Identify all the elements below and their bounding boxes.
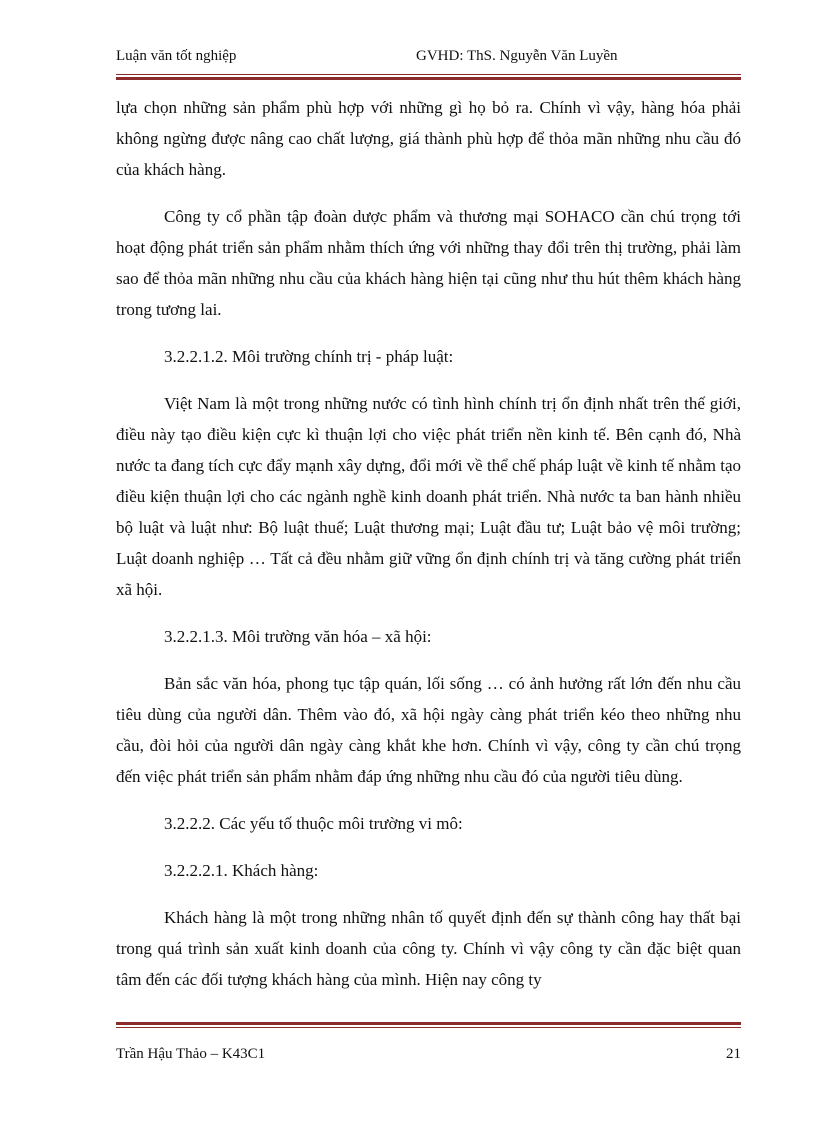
paragraph-political-legal: Việt Nam là một trong những nước có tình hình chính trị ổn định nhất trên thế giới, điều này tạo điều kiện cực kì thuận lợi cho việc phát triển nền kinh tế. Bên cạnh đó, Nhà nước ta đang tích cực đẩy mạnh xây dựng, đổi mới về thể chế pháp luật về kinh tế nhằm tạo điều kiện thuận lợi cho các ngành nghề kinh doanh phát triển. Nhà nước ta ban hành nhiều bộ luật và luật như: Bộ luật thuế; Luật thương mại; Luật đầu tư; Luật bảo vệ môi trường; Luật doanh nghiệp … Tất cả đều nhằm giữ vững ổn định chính trị và tăng cường phát triển xã hội. [116, 394, 741, 599]
page-body [116, 92, 741, 1011]
page-header [116, 48, 740, 72]
section-heading-customers: 3.2.2.2.1. Khách hàng: [164, 861, 319, 880]
section-heading-political-legal: 3.2.2.1.2. Môi trường chính trị - pháp luật: [164, 347, 454, 366]
header-rule [116, 74, 741, 80]
header-advisor: GVHD: ThS. Nguyễn Văn Luyền [416, 48, 618, 64]
section-heading-micro-environment: 3.2.2.2. Các yếu tố thuộc môi trường vi mô: [164, 814, 463, 833]
paragraph-sohaco: Công ty cổ phần tập đoàn dược phẩm và thương mại SOHACO cần chú trọng tới hoạt động phát triển sản phẩm nhằm thích ứng với những thay đổi trên thị trường, phải làm sao để thỏa mãn những nhu cầu của khách hàng hiện tại cũng như thu hút thêm khách hàng trong tương lai. [116, 207, 741, 319]
page-number: 21 [726, 1046, 741, 1062]
footer-author: Trần Hậu Thảo – K43C1 [116, 1046, 266, 1062]
paragraph-continuation: lựa chọn những sản phẩm phù hợp với những gì họ bỏ ra. Chính vì vậy, hàng hóa phải không ngừng được nâng cao chất lượng, giá thành phù hợp để thỏa mãn những nhu cầu đó của khách hàng. [116, 98, 741, 179]
paragraph-cultural-social: Bản sắc văn hóa, phong tục tập quán, lối sống … có ảnh hưởng rất lớn đến nhu cầu tiêu dùng của người dân. Thêm vào đó, xã hội ngày càng phát triển kéo theo những nhu cầu, đòi hỏi của người dân ngày càng khắt khe hơn. Chính vì vậy, công ty cần chú trọng đến việc phát triển sản phẩm nhằm đáp ứng những nhu cầu đó của người tiêu dùng. [116, 674, 741, 786]
paragraph-customers: Khách hàng là một trong những nhân tố quyết định đến sự thành công hay thất bại trong quá trình sản xuất kinh doanh của công ty. Chính vì vậy công ty cần đặc biệt quan tâm đến các đối tượng khách hàng của mình. Hiện nay công ty [116, 908, 741, 989]
header-thesis-label: Luận văn tốt nghiệp [116, 48, 237, 64]
section-heading-cultural-social: 3.2.2.1.3. Môi trường văn hóa – xã hội: [164, 627, 432, 646]
footer-rule [116, 1022, 741, 1028]
